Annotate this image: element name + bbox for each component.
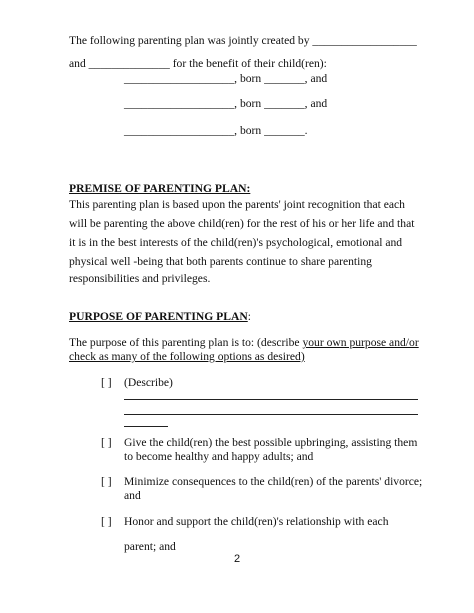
purpose-intro-line-1 [69, 336, 419, 350]
intro-line-1: The following parenting plan was jointly created by __________________ [69, 34, 417, 47]
describe-blank-line-3[interactable] [124, 426, 168, 427]
intro-line-2: and ______________ for the benefit of their child(ren): [69, 57, 327, 70]
premise-line-2: will be parenting the above child(ren) for the rest of his or her life and that [69, 217, 415, 230]
child-line-3: ___________________, born _______. [124, 124, 308, 137]
purpose-intro-underlined-1: your own purpose and/or [302, 336, 419, 349]
describe-blank-line-1[interactable] [124, 399, 418, 400]
option-2-line-2: and [124, 489, 141, 502]
purpose-heading-colon: : [247, 310, 251, 323]
child-line-2: ___________________, born _______, and [124, 97, 328, 110]
purpose-heading-wrap [69, 310, 251, 324]
premise-line-5: responsibilities and privileges. [69, 272, 211, 285]
page-number: 2 [234, 553, 241, 565]
purpose-intro-underlined-2: check as many of the following options as desired) [69, 350, 305, 363]
checkbox-option-3[interactable]: [ ] [101, 515, 112, 528]
option-describe-label: (Describe) [124, 376, 173, 389]
checkbox-option-1[interactable]: [ ] [101, 436, 112, 449]
option-2-line-1: Minimize consequences to the child(ren) of the parents' divorce; [124, 475, 423, 488]
option-1-line-2: to become healthy and happy adults; and [124, 450, 314, 463]
premise-line-4: physical well -being that both parents continue to share parenting [69, 255, 372, 268]
child-line-1: ___________________, born _______, and [124, 72, 328, 85]
checkbox-describe[interactable]: [ ] [101, 376, 112, 389]
purpose-intro-plain: The purpose of this parenting plan is to: (describe [69, 336, 303, 349]
purpose-intro-line-2 [69, 350, 305, 364]
premise-heading: PREMISE OF PARENTING PLAN: [69, 182, 251, 195]
checkbox-option-2[interactable]: [ ] [101, 475, 112, 488]
purpose-heading: PURPOSE OF PARENTING PLAN [69, 310, 248, 323]
option-3-line-2: parent; and [124, 540, 176, 553]
option-1-line-1: Give the child(ren) the best possible upbringing, assisting them [124, 436, 418, 449]
premise-line-3: it is in the best interests of the child(ren)'s psychological, emotional and [69, 236, 403, 249]
describe-blank-line-2[interactable] [124, 414, 418, 415]
option-3-line-1: Honor and support the child(ren)'s relationship with each [124, 515, 389, 528]
premise-line-1: This parenting plan is based upon the parents' joint recognition that each [69, 198, 405, 211]
